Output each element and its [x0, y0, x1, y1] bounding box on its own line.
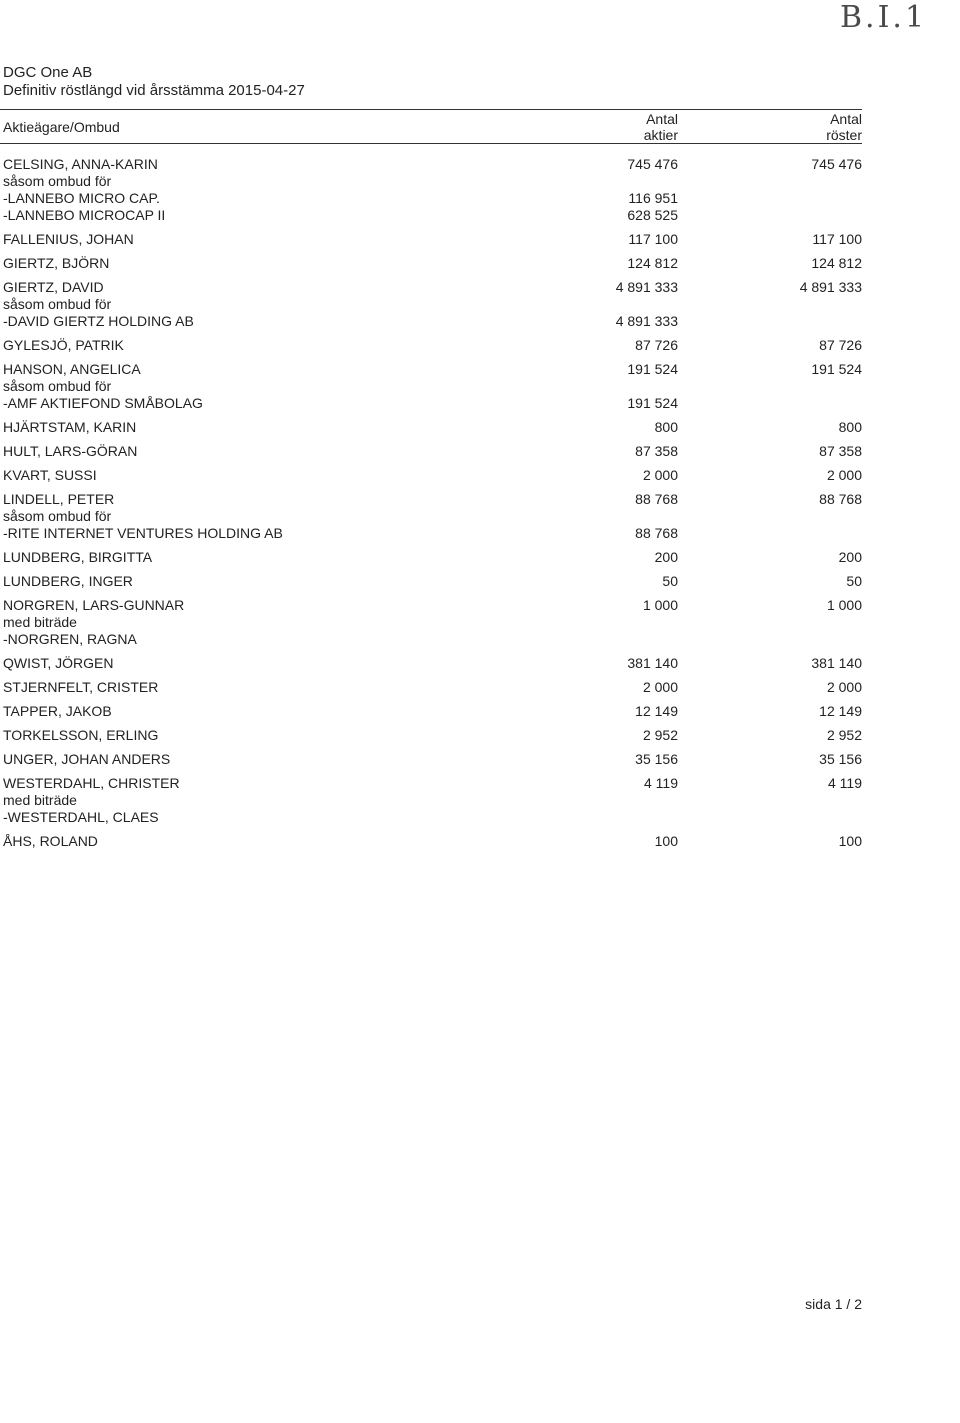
table-row: [0, 631, 870, 648]
votes-value: 50: [846, 573, 862, 589]
votes-value: 88 768: [819, 491, 862, 507]
table-row: [0, 792, 870, 809]
table-row: [0, 751, 870, 768]
list-item: [0, 419, 870, 436]
shares-value: 1 000: [642, 597, 678, 613]
owner-name: -LANNEBO MICRO CAP.: [3, 190, 160, 206]
owner-name: LUNDBERG, BIRGITTA: [3, 549, 153, 565]
page-number: sida 1 / 2: [805, 1296, 862, 1312]
owner-name: FALLENIUS, JOHAN: [3, 231, 134, 247]
table-row: [0, 809, 870, 826]
list-item: [0, 549, 870, 566]
list-item: [0, 727, 870, 744]
shares-value: 2 952: [642, 727, 678, 743]
votes-value: 745 476: [811, 156, 862, 172]
table-row: [0, 279, 870, 296]
column-header-shares: [560, 111, 678, 143]
shares-value: 117 100: [628, 231, 678, 247]
shares-value: 50: [662, 573, 678, 589]
shares-value: 12 149: [635, 703, 678, 719]
owner-name: -LANNEBO MICROCAP II: [3, 207, 166, 223]
owner-name: såsom ombud för: [3, 173, 112, 189]
table-row: [0, 775, 870, 792]
votes-value: 381 140: [811, 655, 862, 671]
column-header-votes: [745, 111, 862, 143]
table-row: [0, 597, 870, 614]
table-row: [0, 833, 870, 850]
column-header-shares-line1: Antal: [646, 111, 678, 127]
voting-list: [0, 156, 870, 857]
shares-value: 116 951: [628, 190, 678, 206]
shares-value: 2 000: [642, 679, 678, 695]
owner-name: med biträde: [3, 614, 77, 630]
owner-name: KVART, SUSSI: [3, 467, 97, 483]
owner-name: -NORGREN, RAGNA: [3, 631, 137, 647]
shares-value: 381 140: [627, 655, 678, 671]
table-row: [0, 255, 870, 272]
table-row: [0, 549, 870, 566]
shares-value: 4 891 333: [615, 313, 678, 329]
table-row: [0, 727, 870, 744]
owner-name: -DAVID GIERTZ HOLDING AB: [3, 313, 194, 329]
column-header-shares-line2: aktier: [643, 127, 678, 143]
owner-name: HANSON, ANGELICA: [3, 361, 141, 377]
owner-name: såsom ombud för: [3, 378, 112, 394]
shares-value: 800: [654, 419, 678, 435]
table-row: [0, 573, 870, 590]
list-item: [0, 443, 870, 460]
owner-name: GIERTZ, DAVID: [3, 279, 104, 295]
votes-value: 800: [838, 419, 862, 435]
table-row: [0, 703, 870, 720]
owner-name: -AMF AKTIEFOND SMÅBOLAG: [3, 395, 203, 411]
shares-value: 124 812: [627, 255, 678, 271]
list-item: [0, 491, 870, 542]
shares-value: 88 768: [635, 525, 678, 541]
shares-value: 87 358: [635, 443, 678, 459]
owner-name: NORGREN, LARS-GUNNAR: [3, 597, 185, 613]
list-item: [0, 361, 870, 412]
owner-name: STJERNFELT, CRISTER: [3, 679, 159, 695]
table-row: [0, 467, 870, 484]
owner-name: HULT, LARS-GÖRAN: [3, 443, 138, 459]
votes-value: 117 100: [812, 231, 862, 247]
votes-value: 2 952: [826, 727, 862, 743]
document-title: Definitiv röstlängd vid årsstämma 2015-04-27: [3, 82, 305, 99]
company-name: DGC One AB: [3, 64, 93, 81]
table-row: [0, 231, 870, 248]
votes-value: 2 000: [826, 467, 862, 483]
table-row: [0, 508, 870, 525]
shares-value: 745 476: [627, 156, 678, 172]
votes-value: 1 000: [826, 597, 862, 613]
shares-value: 4 891 333: [615, 279, 678, 295]
owner-name: såsom ombud för: [3, 508, 112, 524]
list-item: [0, 573, 870, 590]
list-item: [0, 833, 870, 850]
owner-name: -RITE INTERNET VENTURES HOLDING AB: [3, 525, 283, 541]
shares-value: 628 525: [627, 207, 678, 223]
list-item: [0, 751, 870, 768]
owner-name: TAPPER, JAKOB: [3, 703, 112, 719]
table-row: [0, 491, 870, 508]
table-row: [0, 313, 870, 330]
header-rule-bottom: [0, 143, 862, 144]
owner-name: LINDELL, PETER: [3, 491, 115, 507]
shares-value: 191 524: [627, 361, 678, 377]
votes-value: 35 156: [819, 751, 862, 767]
shares-value: 87 726: [635, 337, 678, 353]
votes-value: 200: [838, 549, 862, 565]
shares-value: 88 768: [635, 491, 678, 507]
header-rule-top: [0, 109, 862, 110]
owner-name: WESTERDAHL, CHRISTER: [3, 775, 180, 791]
shares-value: 200: [654, 549, 678, 565]
votes-value: 124 812: [811, 255, 862, 271]
table-row: [0, 207, 870, 224]
table-row: [0, 156, 870, 173]
table-row: [0, 173, 870, 190]
votes-value: 4 891 333: [799, 279, 862, 295]
list-item: [0, 775, 870, 826]
shares-value: 191 524: [627, 395, 678, 411]
owner-name: CELSING, ANNA-KARIN: [3, 156, 158, 172]
list-item: [0, 597, 870, 648]
list-item: [0, 655, 870, 672]
owner-name: HJÄRTSTAM, KARIN: [3, 419, 137, 435]
votes-value: 100: [838, 833, 862, 849]
table-row: [0, 614, 870, 631]
list-item: [0, 156, 870, 224]
owner-name: QWIST, JÖRGEN: [3, 655, 114, 671]
owner-name: ÅHS, ROLAND: [3, 833, 98, 849]
list-item: [0, 279, 870, 330]
owner-name: GYLESJÖ, PATRIK: [3, 337, 124, 353]
owner-name: med biträde: [3, 792, 77, 808]
owner-name: GIERTZ, BJÖRN: [3, 255, 110, 271]
table-row: [0, 395, 870, 412]
column-header-owner: Aktieägare/Ombud: [3, 119, 120, 135]
table-row: [0, 337, 870, 354]
votes-value: 4 119: [828, 775, 862, 791]
list-item: [0, 467, 870, 484]
owner-name: TORKELSSON, ERLING: [3, 727, 159, 743]
table-row: [0, 419, 870, 436]
handwritten-stamp: B.I.1: [840, 0, 928, 35]
table-row: [0, 679, 870, 696]
list-item: [0, 679, 870, 696]
votes-value: 12 149: [819, 703, 862, 719]
votes-value: 2 000: [826, 679, 862, 695]
shares-value: 4 119: [644, 775, 678, 791]
list-item: [0, 337, 870, 354]
owner-name: LUNDBERG, INGER: [3, 573, 133, 589]
shares-value: 100: [654, 833, 678, 849]
table-row: [0, 296, 870, 313]
list-item: [0, 703, 870, 720]
table-row: [0, 361, 870, 378]
shares-value: 2 000: [642, 467, 678, 483]
column-header-votes-line2: röster: [826, 127, 862, 143]
table-row: [0, 443, 870, 460]
shares-value: 35 156: [635, 751, 678, 767]
column-header-votes-line1: Antal: [830, 111, 862, 127]
votes-value: 87 358: [819, 443, 862, 459]
table-row: [0, 655, 870, 672]
owner-name: såsom ombud för: [3, 296, 112, 312]
votes-value: 87 726: [819, 337, 862, 353]
owner-name: UNGER, JOHAN ANDERS: [3, 751, 171, 767]
list-item: [0, 231, 870, 248]
table-row: [0, 525, 870, 542]
table-row: [0, 378, 870, 395]
owner-name: -WESTERDAHL, CLAES: [3, 809, 159, 825]
table-row: [0, 190, 870, 207]
list-item: [0, 255, 870, 272]
votes-value: 191 524: [811, 361, 862, 377]
